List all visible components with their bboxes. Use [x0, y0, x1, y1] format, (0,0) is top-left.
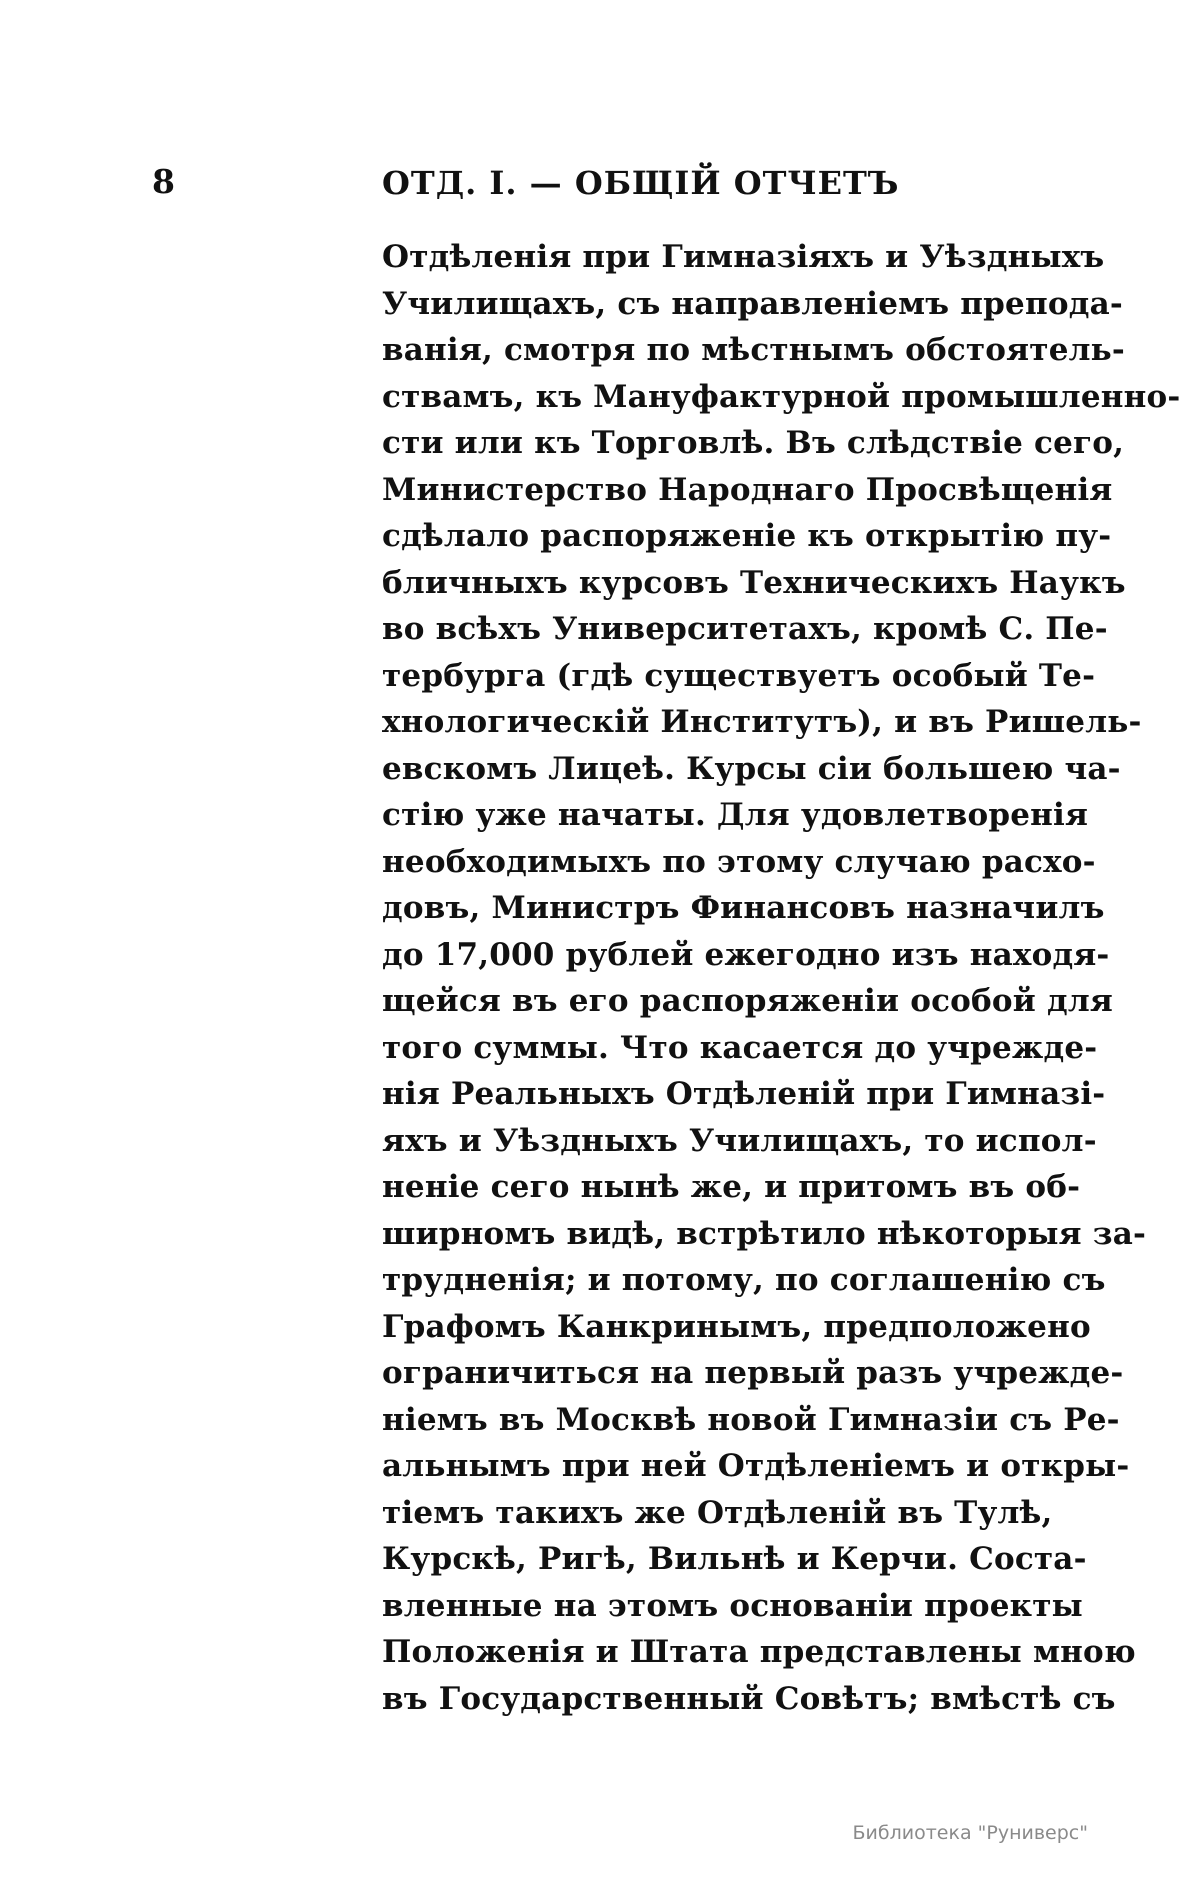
text-line: ванія, смотря по мѣстнымъ обстоятель- [382, 332, 1125, 368]
text-line: Министерство Народнаго Просвѣщенія [382, 471, 1113, 508]
text-line: Училищахъ, съ направленіемъ препода- [382, 285, 1123, 322]
text-line: довъ, Министръ Финансовъ назначилъ [382, 890, 1105, 926]
text-line: ствамъ, къ Мануфактурной промышленно- [382, 378, 1181, 415]
text-line: евскомъ Лицеѣ. Курсы сіи большею ча- [382, 750, 1121, 787]
text-line: бличныхъ курсовъ Техническихъ Наукъ [382, 564, 1126, 601]
text-line: Курскѣ, Ригѣ, Вильнѣ и Керчи. Соста- [382, 1541, 1087, 1577]
text-line: вленные на этомъ основаніи проекты [382, 1587, 1083, 1624]
text-line: трудненія; и потому, по соглашенію съ [382, 1262, 1106, 1298]
text-line: того суммы. Что касается до учрежде- [382, 1029, 1098, 1066]
text-line: Отдѣленія при Гимназіяхъ и Уѣздныхъ [382, 239, 1105, 275]
text-line: тіемъ такихъ же Отдѣленій въ Тулѣ, [382, 1494, 1053, 1531]
text-line: во всѣхъ Университетахъ, кромѣ С. Пе- [382, 611, 1108, 647]
text-line: щейся въ его распоряженіи особой для [382, 983, 1113, 1019]
text-line: до 17,000 рублей ежегодно изъ находя- [382, 936, 1110, 973]
body-text [382, 234, 1181, 1722]
text-line: ограничиться на первый разъ учрежде- [382, 1355, 1124, 1391]
text-line: неніе сего нынѣ же, и притомъ въ об- [382, 1169, 1081, 1205]
text-line: нія Реальныхъ Отдѣленій при Гимназі- [382, 1076, 1106, 1112]
text-line: хнологическій Институтъ), и въ Ришель- [382, 704, 1142, 740]
running-head: ОТД. I. — ОБЩІЙ ОТЧЕТЪ [382, 164, 900, 202]
text-line: ширномъ видѣ, встрѣтило нѣкоторыя за- [382, 1215, 1147, 1252]
text-line: стію уже начаты. Для удовлетворенія [382, 797, 1089, 833]
text-line: тербурга (гдѣ существуетъ особый Те- [382, 657, 1096, 694]
text-line: сти или къ Торговлѣ. Въ слѣдствіе сего, [382, 425, 1125, 461]
text-line: ніемъ въ Москвѣ новой Гимназіи съ Ре- [382, 1401, 1120, 1438]
library-watermark: Библиотека "Руниверс" [852, 1822, 1088, 1844]
text-line: въ Государственный Совѣтъ; вмѣстѣ съ [382, 1680, 1116, 1717]
page-number: 8 [152, 162, 176, 201]
text-line: альнымъ при ней Отдѣленіемъ и откры- [382, 1448, 1130, 1484]
text-line: необходимыхъ по этому случаю расхо- [382, 843, 1096, 880]
text-line: Графомъ Канкринымъ, предположено [382, 1308, 1091, 1345]
text-line: Положенія и Штата представлены мною [382, 1634, 1136, 1670]
text-line: яхъ и Уѣздныхъ Училищахъ, то испол- [382, 1122, 1097, 1159]
text-line: сдѣлало распоряженіе къ открытію пу- [382, 518, 1112, 554]
